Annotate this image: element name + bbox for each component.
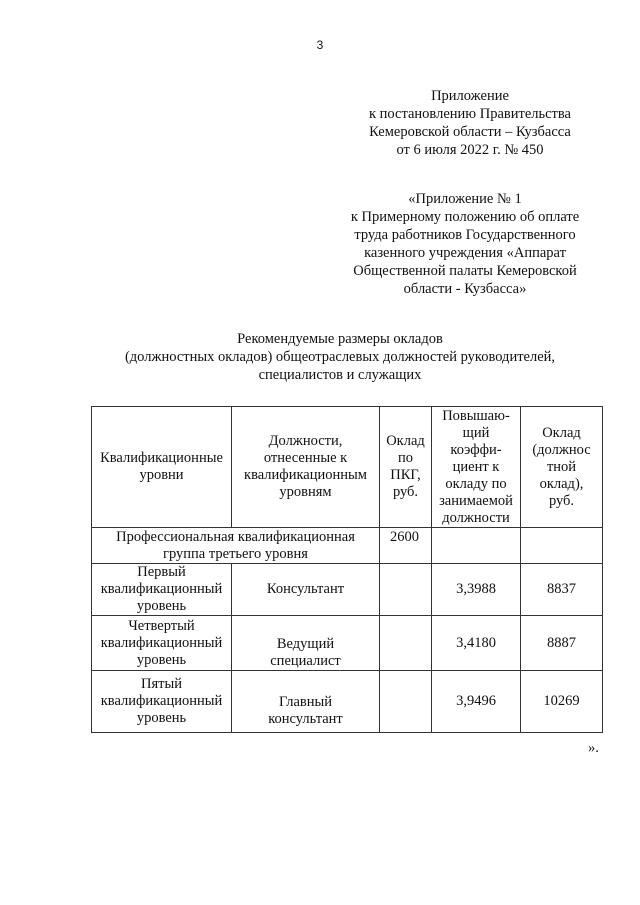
- table-title-line: специалистов и служащих: [258, 367, 422, 383]
- row-position: Главный консультант: [232, 671, 380, 733]
- table-title-line: Рекомендуемые размеры окладов: [237, 331, 443, 347]
- table-row: [92, 616, 603, 671]
- annex-block: [320, 190, 610, 298]
- header-positions: Должности, отнесенные к квалификационным уровням: [232, 407, 380, 528]
- approval-line: от 6 июля 2022 г. № 450: [396, 142, 544, 158]
- row-level: Первый квалификационный уровень: [92, 564, 232, 616]
- row-salary: 8887: [521, 616, 603, 671]
- approval-line: Приложение: [431, 88, 509, 104]
- table-group-row: [92, 528, 603, 564]
- row-level: Четвертый квалификационный уровень: [92, 616, 232, 671]
- annex-line: «Приложение № 1: [408, 191, 522, 207]
- group-label: Профессиональная квалификационная группа третьего уровня: [92, 528, 380, 564]
- table-title-line: (должностных окладов) общеотраслевых должностей руководителей,: [124, 349, 556, 365]
- row-pkg-rate: [380, 671, 432, 733]
- row-position: Консультант: [232, 564, 380, 616]
- approval-line: Кемеровской области – Кузбасса: [369, 124, 571, 140]
- page-number: 3: [316, 38, 324, 52]
- row-pkg-rate: [380, 564, 432, 616]
- header-coefficient: Повышаю- щий коэффи- циент к окладу по занимаемой должности: [432, 407, 521, 528]
- annex-line: к Примерному положению об оплате: [350, 209, 580, 225]
- approval-line: к постановлению Правительства: [369, 106, 571, 122]
- row-pkg-rate: [380, 616, 432, 671]
- salary-table: [91, 406, 603, 733]
- row-coefficient: 3,4180: [432, 616, 521, 671]
- group-rate: 2600: [380, 528, 432, 564]
- group-empty-cell: [432, 528, 521, 564]
- group-empty-cell: [521, 528, 603, 564]
- annex-line: труда работников Государственного: [354, 227, 576, 243]
- header-salary: Оклад (должнос тной оклад), руб.: [521, 407, 603, 528]
- row-coefficient: 3,9496: [432, 671, 521, 733]
- row-level: Пятый квалификационный уровень: [92, 671, 232, 733]
- header-qualification-levels: Квалификационные уровни: [92, 407, 232, 528]
- annex-line: казенного учреждения «Аппарат: [364, 245, 566, 261]
- header-pkg-rate: Оклад по ПКГ, руб.: [380, 407, 432, 528]
- closing-quote-mark: ».: [588, 740, 599, 756]
- table-title: [70, 330, 610, 384]
- table-header-row: [92, 407, 603, 528]
- annex-line: области - Кузбасса»: [403, 281, 527, 297]
- row-salary: 10269: [521, 671, 603, 733]
- row-position: Ведущий специалист: [232, 616, 380, 671]
- annex-line: Общественной палаты Кемеровской: [353, 263, 577, 279]
- row-salary: 8837: [521, 564, 603, 616]
- table-row: [92, 671, 603, 733]
- table-row: [92, 564, 603, 616]
- approval-block: [330, 87, 610, 159]
- row-coefficient: 3,3988: [432, 564, 521, 616]
